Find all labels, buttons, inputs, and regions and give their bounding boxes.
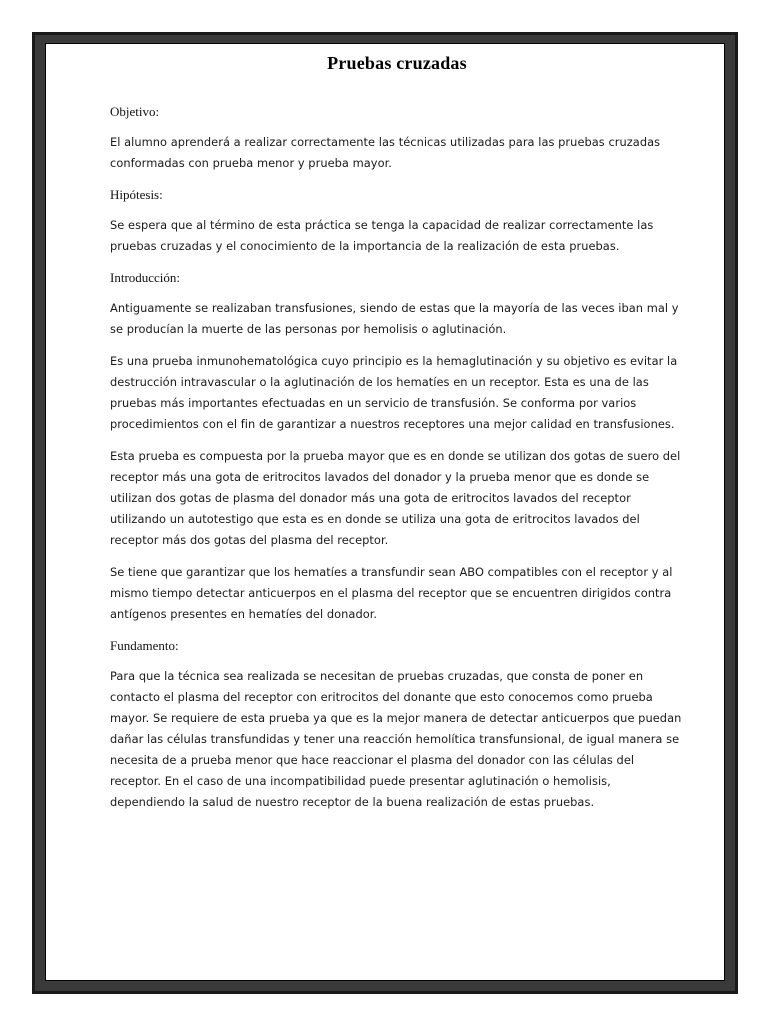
introduccion-paragraph-3: Esta prueba es compuesta por la prueba mayor que es en donde se utilizan dos gotas de suero del receptor más una gota de eritrocitos lavados del donador y la prueba menor que es donde se utilizan dos gotas de plasma del donador más una gota de eritrocitos lavados del receptor utilizando un autotestigo que esta es en donde se utiliza una gota de eritrocitos lavados del receptor más dos gotas del plasma del receptor.: [110, 449, 681, 547]
objetivo-heading: Objetivo:: [110, 104, 160, 119]
hipotesis-heading: Hipótesis:: [110, 187, 163, 202]
fundamento-text: Para que la técnica sea realizada se necesitan de pruebas cruzadas, que consta de poner en contacto el plasma del receptor con eritrocitos del donante que esto conocemos como prueba mayor. Se requiere de esta prueba ya que es la mejor manera de detectar anticuerpos que puedan dañar las células transfundidas y tener una reacción hemolítica transfunsional, de igual manera se necesita de a prueba menor que hace reaccionar el plasma del donador con las células del receptor. En el caso de una incompatibilidad puede presentar aglutinación o hemolisis, dependiendo la salud de nuestro receptor de la buena realización de estas pruebas.: [110, 669, 682, 809]
introduccion-heading: Introducción:: [110, 270, 181, 285]
hipotesis-text: Se espera que al término de esta práctica se tenga la capacidad de realizar correctamente las pruebas cruzadas y el conocimiento de la importancia de la realización de esta pruebas.: [110, 218, 654, 253]
fundamento-heading: Fundamento:: [110, 638, 179, 653]
objetivo-text: El alumno aprenderá a realizar correctamente las técnicas utilizadas para las pruebas cruzadas conformadas con prueba menor y prueba mayor.: [110, 135, 661, 170]
document-page: [45, 43, 725, 981]
introduccion-paragraph-2: Es una prueba inmunohematológica cuyo principio es la hemaglutinación y su objetivo es evitar la destrucción intravascular o la aglutinación de los hematíes en un receptor. Esta es una de las pruebas más importantes efectuadas en un servicio de transfusión. Se conforma por varios procedimientos con el fin de garantizar a nuestros receptores una mejor calidad en transfusiones.: [110, 354, 678, 431]
introduccion-paragraph-4: Se tiene que garantizar que los hematíes a transfundir sean ABO compatibles con el receptor y al mismo tiempo detectar anticuerpos en el plasma del receptor que se encuentren dirigidos contra antígenos presentes en hematíes del donador.: [110, 565, 673, 621]
document-title: Pruebas cruzadas: [327, 53, 467, 73]
introduccion-paragraph-1: Antiguamente se realizaban transfusiones, siendo de estas que la mayoría de las veces iban mal y se producían la muerte de las personas por hemolisis o aglutinación.: [110, 301, 679, 336]
document-frame: [32, 32, 738, 994]
